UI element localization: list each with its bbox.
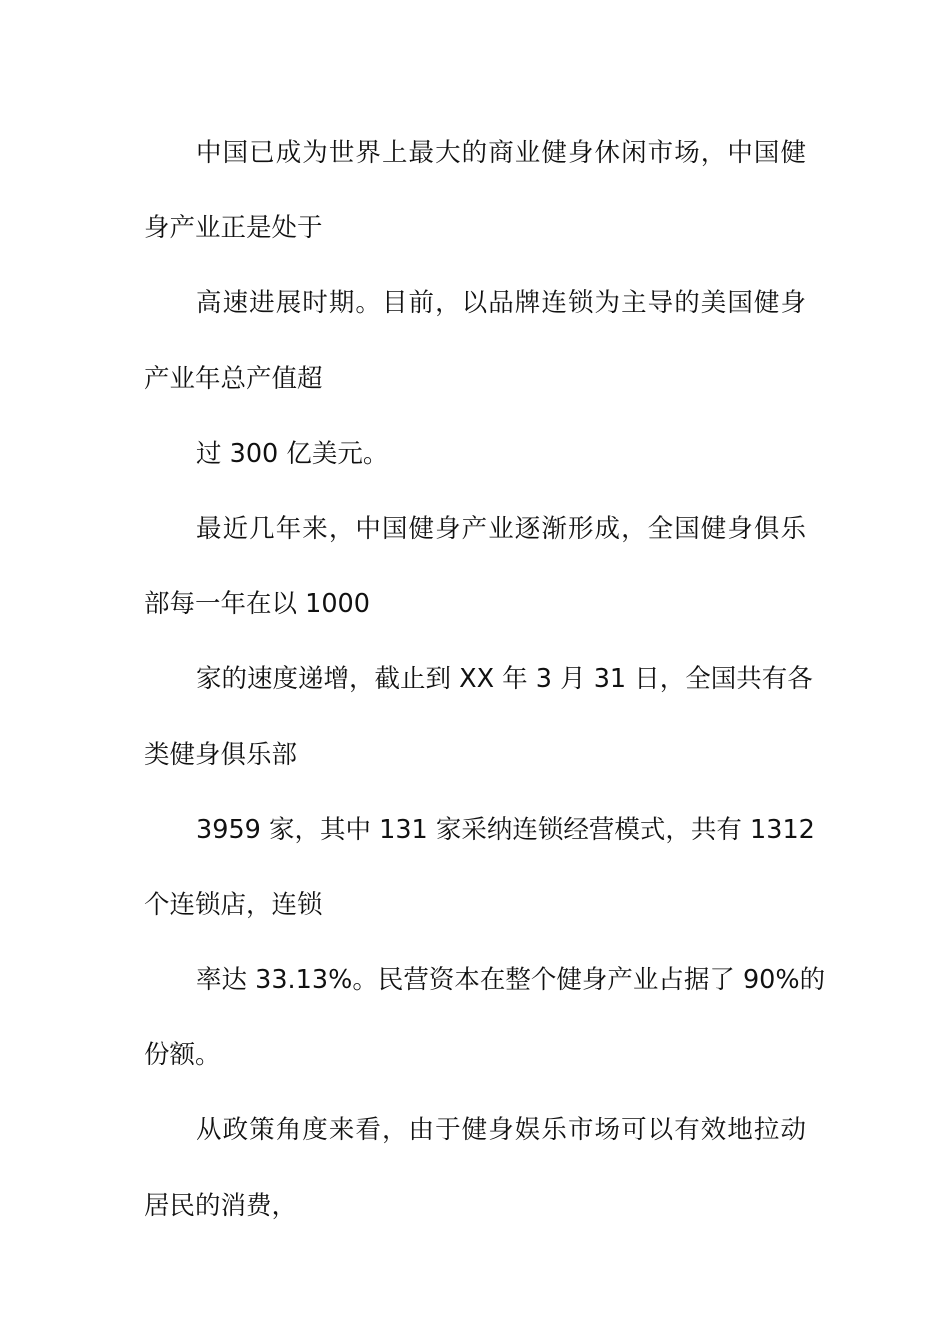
document-body xyxy=(144,116,826,1244)
text-line-13: 份额。 xyxy=(144,1040,221,1071)
text-line-3: 高速进展时期。目前，以品牌连锁为主导的美国健身 xyxy=(196,288,806,319)
text-line-1: 中国已成为世界上最大的商业健身休闲市场，中国健 xyxy=(196,138,806,168)
text-line-8: 家的速度递增，截止到 XX 年 3 月 31 日，全国共有各 xyxy=(196,664,813,695)
text-line-15: 居民的消费， xyxy=(144,1190,298,1221)
text-line-6: 最近几年来，中国健身产业逐渐形成，全国健身俱乐 xyxy=(196,513,806,544)
text-line-7: 部每一年在以 1000 xyxy=(144,589,371,620)
text-line-11: 个连锁店，连锁 xyxy=(144,889,323,920)
text-line-14: 从政策角度来看，由于健身娱乐市场可以有效地拉动 xyxy=(196,1115,806,1146)
text-line-4: 产业年总产值超 xyxy=(144,363,323,394)
text-line-9: 类健身俱乐部 xyxy=(144,739,298,770)
text-line-5: 过 300 亿美元。 xyxy=(196,438,389,469)
text-line-12: 率达 33.13%。民营资本在整个健身产业占据了 90%的 xyxy=(196,965,826,996)
text-line-2: 身产业正是处于 xyxy=(144,213,323,244)
text-line-10: 3959 家，其中 131 家采纳连锁经营模式，共有 1312 xyxy=(196,814,815,845)
